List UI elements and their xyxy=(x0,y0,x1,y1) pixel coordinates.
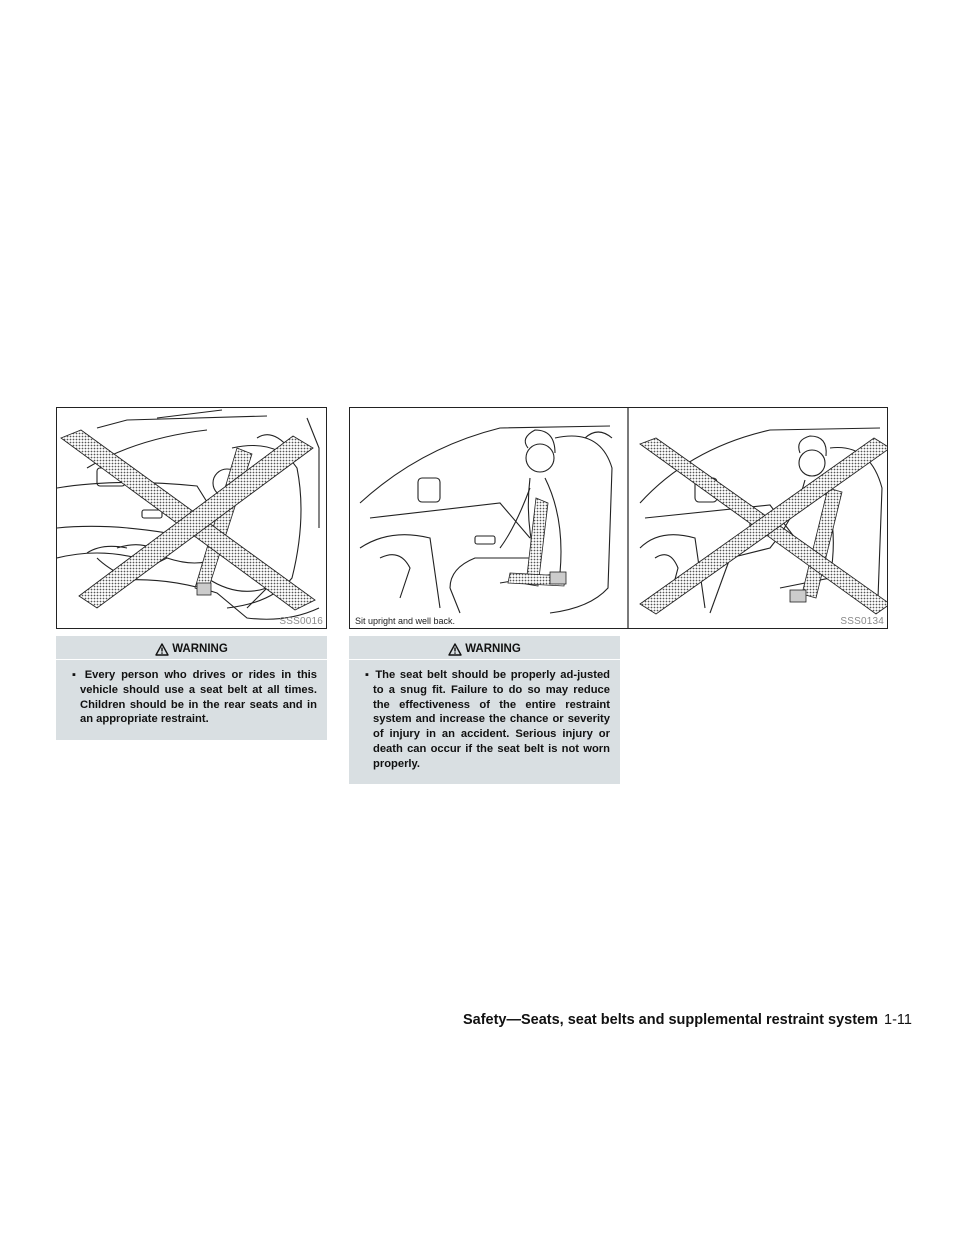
bullet-marker: ▪ xyxy=(365,669,371,681)
warning-title: WARNING xyxy=(172,643,228,655)
bullet-marker: ▪ xyxy=(72,669,79,681)
warning-text xyxy=(357,660,620,780)
illustration-child-front-seat xyxy=(57,408,327,629)
page-footer xyxy=(0,1012,960,1032)
illustration-proper-seating xyxy=(350,408,888,629)
warning-text xyxy=(64,660,327,735)
warning-triangle-icon xyxy=(448,643,462,656)
warning-header xyxy=(349,636,620,659)
warning-box-belt-adjustment xyxy=(349,636,620,784)
warning-box-seat-belt-use xyxy=(56,636,327,740)
warning-text-content: The seat belt should be properly ad-justed to a snug fit. Failure to do so may reduce the effectiveness of the entire restraint system and increase the chance or severity of injury in an accident. Serious injury or death can occur if the seat belt is not worn properly. xyxy=(373,669,611,770)
warning-triangle-icon xyxy=(155,643,169,656)
figure-child-in-front-seat xyxy=(56,407,327,629)
warning-title: WARNING xyxy=(465,643,521,655)
figure-caption: Sit upright and well back. xyxy=(355,616,456,626)
figure-code: SSS0016 xyxy=(279,616,323,627)
page-number: 1-11 xyxy=(884,1012,912,1028)
figure-proper-seating xyxy=(349,407,888,629)
section-title: Safety—Seats, seat belts and supplemental restraint system xyxy=(462,1012,878,1028)
figure-code: SSS0134 xyxy=(840,616,884,627)
warning-header xyxy=(56,636,327,659)
warning-text-content: Every person who drives or rides in this vehicle should use a seat belt at all times. Children should be in the rear seats and in an appropriate restraint. xyxy=(80,669,317,726)
